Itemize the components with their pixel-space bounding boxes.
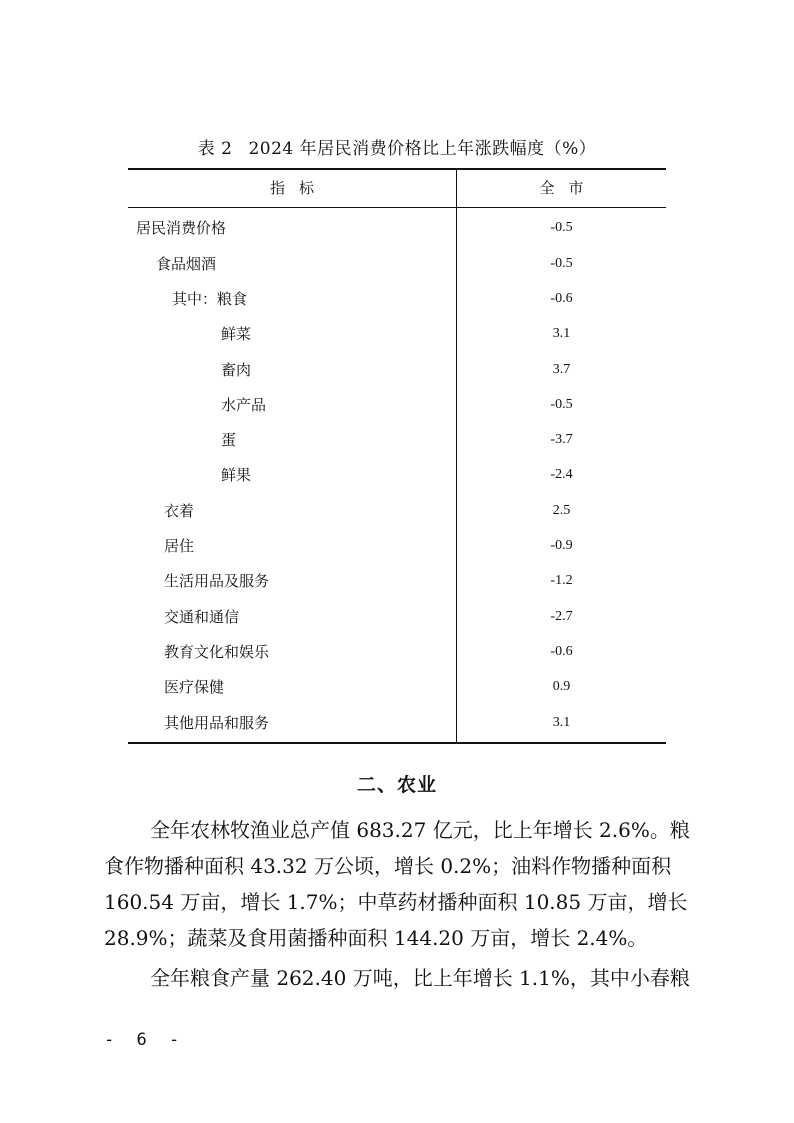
row-value: 3.7: [552, 362, 571, 377]
paragraph-line: 28.9%；蔬菜及食用菌播种面积 144.20 万亩，增长 2.4%。: [104, 926, 648, 950]
table-caption: [0, 134, 794, 159]
row-label: 食品烟酒: [156, 255, 217, 273]
row-label: 水产品: [221, 396, 267, 414]
row-label: 衣着: [164, 502, 195, 520]
row-value: -2.4: [550, 467, 573, 482]
table-caption-number: 表 2: [197, 139, 233, 159]
row-value: -0.9: [550, 538, 573, 553]
row-label: 其中：粮食: [172, 290, 248, 308]
row-label: 其他用品和服务: [164, 714, 270, 732]
row-label: 鲜果: [221, 466, 252, 484]
row-value: -0.5: [550, 397, 573, 412]
paragraph-line: 食作物播种面积 43.32 万公顷，增长 0.2%；油料作物播种面积: [104, 854, 672, 878]
paragraph-line: 160.54 万亩，增长 1.7%；中草药材播种面积 10.85 万亩，增长: [104, 890, 688, 914]
row-value: -3.7: [550, 432, 573, 447]
row-value: -2.7: [550, 609, 573, 624]
row-value: 2.5: [552, 503, 571, 518]
paragraph-line: 全年粮食产量 262.40 万吨，比上年增长 1.1%，其中小春粮: [150, 966, 690, 990]
paragraph-line: 全年农林牧渔业总产值 683.27 亿元，比上年增长 2.6%。粮: [150, 818, 690, 842]
row-value: 3.1: [552, 715, 571, 730]
row-label: 教育文化和娱乐: [164, 643, 270, 661]
row-value: -0.5: [550, 220, 573, 235]
row-value: -1.2: [550, 573, 573, 588]
row-label: 蛋: [221, 431, 237, 449]
row-value: 3.1: [552, 326, 571, 341]
row-label: 交通和通信: [164, 608, 240, 626]
table-caption-title: 2024 年居民消费价格比上年涨跌幅度（%）: [248, 139, 597, 159]
row-label: 畜肉: [221, 361, 252, 379]
row-value: -0.5: [550, 256, 573, 271]
header-indicator: 指标: [269, 179, 328, 197]
row-label: 生活用品及服务: [164, 572, 270, 590]
page-number: - 6 -: [104, 1030, 186, 1050]
header-city: 全市: [539, 179, 598, 197]
row-value: -0.6: [550, 291, 573, 306]
row-label: 居民消费价格: [136, 219, 227, 237]
row-label: 居住: [164, 537, 195, 555]
price-index-table: [128, 168, 666, 744]
row-label: 鲜菜: [221, 325, 252, 343]
row-value: 0.9: [552, 679, 571, 694]
row-label: 医疗保健: [164, 678, 225, 696]
row-value: -0.6: [550, 644, 573, 659]
section-title: 二、农业: [356, 774, 437, 796]
